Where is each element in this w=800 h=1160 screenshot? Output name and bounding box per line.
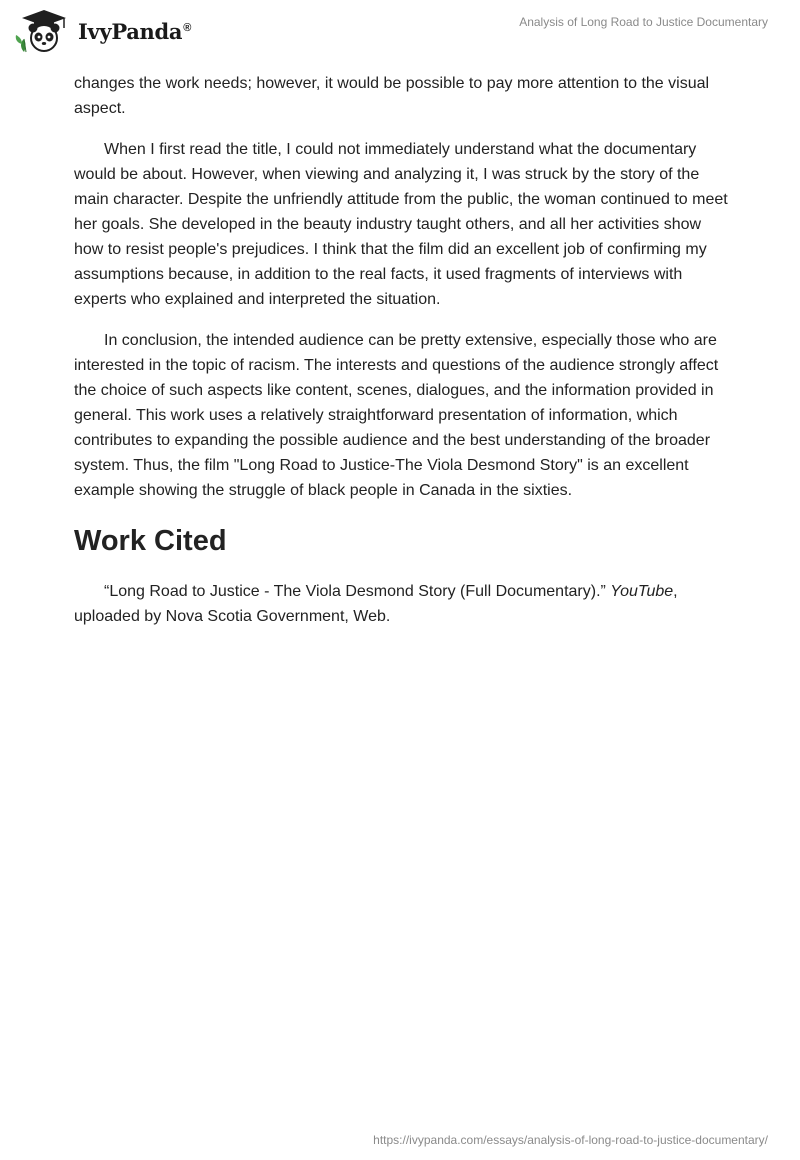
paragraph: In conclusion, the intended audience can be pretty extensive, especially those who are interested in the topic of racism. The interests and questions of the audience strongly affect the choice of such aspects like content, scenes, dialogues, and the information provided in general. This work uses a relatively straightforward presentation of information, which contributes to expanding the possible audience and the best understanding of the broader system. Thus, the film "Long Road to Justice-The Viola Desmond Story" is an excellent example showing the struggle of black people in Canada in the sixties. [74,332,719,499]
source-url[interactable]: https://ivypanda.com/essays/analysis-of-long-road-to-justice-documentary/ [373,1133,768,1147]
citation-source: YouTube [610,583,674,600]
panda-graduation-cap-icon [14,8,74,54]
document-title: Analysis of Long Road to Justice Documentary [519,15,768,29]
citation-entry: “Long Road to Justice - The Viola Desmond Story (Full Documentary).” YouTube, uploaded by Nova Scotia Government, Web. [74,583,678,625]
works-cited-heading: Work Cited [74,525,227,557]
paragraph: When I first read the title, I could not immediately understand what the documentary would be about. However, when viewing and analyzing it, I was struck by the story of the main character. Despite the unfriendly attitude from the public, the woman continued to meet her goals. She developed in the beauty industry taught others, and all her activities show how to resist people's prejudices. I think that the film did an excellent job of confirming my assumptions because, in addition to the real facts, it used fragments of interviews with experts who explained and interpreted the situation. [74,141,728,308]
ivypanda-logo[interactable] [14,8,191,54]
essay-body [74,71,734,629]
brand-name: IvyPanda® [78,18,192,44]
page-header [0,0,800,60]
paragraph: changes the work needs; however, it would be possible to pay more attention to the visual aspect. [74,75,710,117]
